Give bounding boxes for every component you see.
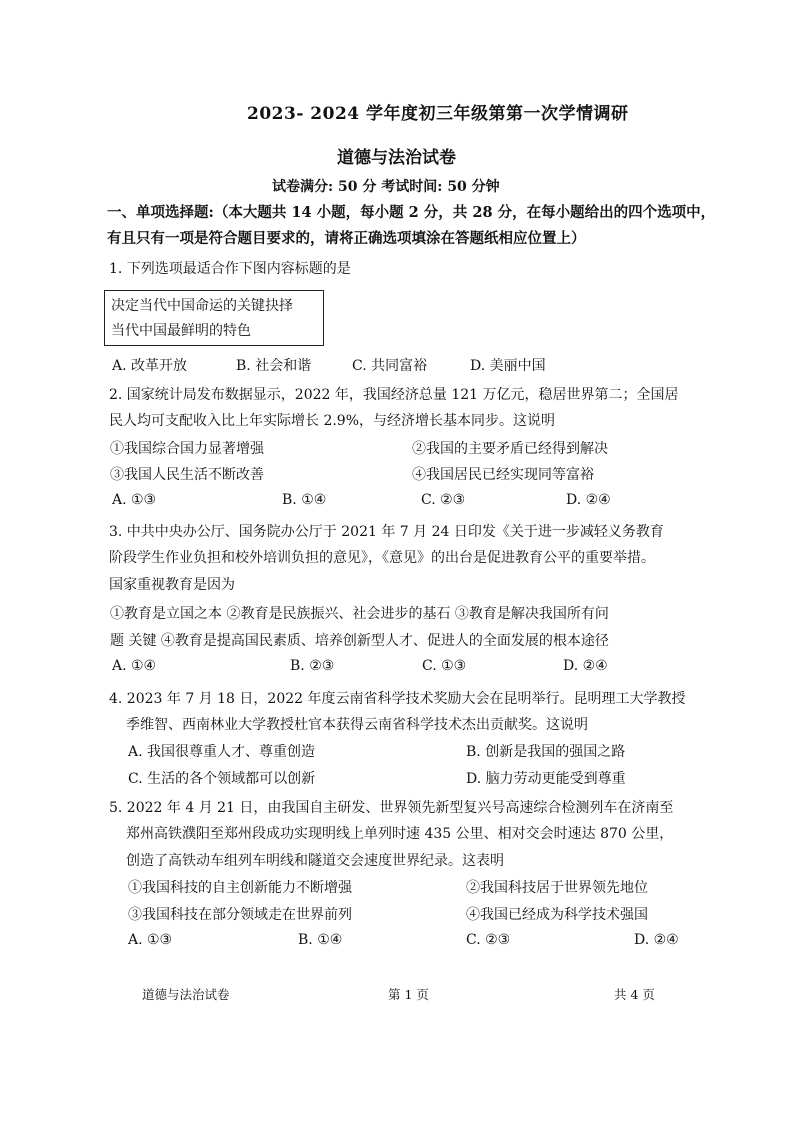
q2-item-4: ④我国居民已经实现同等富裕 (412, 467, 594, 483)
q3-items-line2: 题 关键 ④教育是提高国民素质、培养创新型人才、促进人的全面发展的根本途径 (110, 633, 609, 649)
q4-option-c[interactable]: C. 生活的各个领域都可以创新 (128, 771, 316, 787)
exam-title: 2023- 2024 学年度初三年级第第一次学情调研 (247, 104, 629, 124)
q4-option-d[interactable]: D. 脑力劳动更能受到尊重 (466, 771, 626, 787)
q2-stem-line1: 2. 国家统计局发布数据显示，2022 年，我国经济总量 121 万亿元，稳居世界第二；全国居 (109, 387, 679, 403)
q2-item-3: ③我国人民生活不断改善 (110, 467, 264, 483)
q5-item-4: ④我国已经成为科学技术强国 (466, 907, 648, 923)
q4-option-a[interactable]: A. 我国很尊重人才、尊重创造 (128, 744, 316, 760)
q3-option-d[interactable]: D. ②④ (563, 658, 608, 674)
q5-option-d[interactable]: D. ②④ (634, 932, 679, 948)
q2-option-b[interactable]: B. ①④ (282, 492, 327, 508)
q1-option-c[interactable]: C. 共同富裕 (352, 358, 428, 374)
q5-item-1: ①我国科技的自主创新能力不断增强 (128, 880, 352, 896)
q3-option-c[interactable]: C. ①③ (422, 658, 467, 674)
q2-item-2: ②我国的主要矛盾已经得到解决 (412, 441, 608, 457)
q1-content-box (104, 290, 324, 346)
q1-box-line1: 决定当代中国命运的关键抉择 (111, 298, 293, 314)
q4-stem-line1: 4. 2023 年 7 月 18 日，2022 年度云南省科学技术奖励大会在昆明举行。昆明理工大学教授 (109, 691, 686, 707)
footer-page-number: 第 1 页 (388, 987, 429, 1002)
q3-stem-line2: 阶段学生作业负担和校外培训负担的意见》，《意见》的出台是促进教育公平的重要举措。 (109, 550, 655, 566)
exam-meta: 试卷满分: 50 分 考试时间: 50 分钟 (272, 179, 500, 195)
q2-option-a[interactable]: A. ①③ (112, 492, 157, 508)
q1-option-b[interactable]: B. 社会和谐 (236, 358, 312, 374)
q4-option-b[interactable]: B. 创新是我国的强国之路 (466, 744, 626, 760)
q5-option-a[interactable]: A. ①③ (128, 932, 173, 948)
q3-option-a[interactable]: A. ①④ (112, 658, 157, 674)
q1-option-a[interactable]: A. 改革开放 (112, 358, 188, 374)
q1-option-d[interactable]: D. 美丽中国 (470, 358, 546, 374)
q3-stem-line3: 国家重视教育是因为 (109, 577, 235, 593)
section-heading-line2: 有且只有一项是符合题目要求的，请将正确选项填涂在答题纸相应位置上） (107, 230, 586, 247)
footer-total-pages: 共 4 页 (614, 987, 655, 1002)
q3-items-line1: ①教育是立国之本 ②教育是民族振兴、社会进步的基石 ③教育是解决我国所有问 (110, 606, 609, 622)
q5-option-b[interactable]: B. ①④ (298, 932, 343, 948)
q5-item-3: ③我国科技在部分领域走在世界前列 (128, 907, 352, 923)
q3-option-b[interactable]: B. ②③ (290, 658, 335, 674)
footer-subject: 道德与法治试卷 (142, 987, 230, 1002)
q4-stem-line2: 季维智、西南林业大学教授杜官本获得云南省科学技术杰出贡献奖。这说明 (126, 717, 588, 733)
q2-option-c[interactable]: C. ②③ (421, 492, 466, 508)
exam-subject: 道德与法治试卷 (337, 148, 456, 168)
q2-item-1: ①我国综合国力显著增强 (110, 441, 264, 457)
q2-option-d[interactable]: D. ②④ (566, 492, 611, 508)
q5-option-c[interactable]: C. ②③ (466, 932, 511, 948)
q3-stem-line1: 3. 中共中央办公厅、国务院办公厅于 2021 年 7 月 24 日印发《关于进一步减轻义务教育 (109, 524, 664, 540)
q1-stem: 1. 下列选项最适合作下图内容标题的是 (109, 261, 351, 277)
q5-stem-line2: 郑州高铁濮阳至郑州段成功实现明线上单列时速 435 公里、相对交会时速达 870 公里， (126, 826, 674, 842)
q1-box-line2: 当代中国最鲜明的特色 (111, 323, 251, 339)
q2-stem-line2: 民人均可支配收入比上年实际增长 2.9%，与经济增长基本同步。这说明 (109, 413, 556, 429)
q5-stem-line3: 创造了高铁动车组列车明线和隧道交会速度世界纪录。这表明 (126, 853, 504, 869)
q5-item-2: ②我国科技居于世界领先地位 (466, 880, 648, 896)
section-heading-line1: 一、单项选择题:（本大题共 14 小题，每小题 2 分，共 28 分，在每小题给出的四个选项中， (107, 204, 716, 221)
q5-stem-line1: 5. 2022 年 4 月 21 日，由我国自主研发、世界领先新型复兴号高速综合检测列车在济南至 (109, 800, 674, 816)
